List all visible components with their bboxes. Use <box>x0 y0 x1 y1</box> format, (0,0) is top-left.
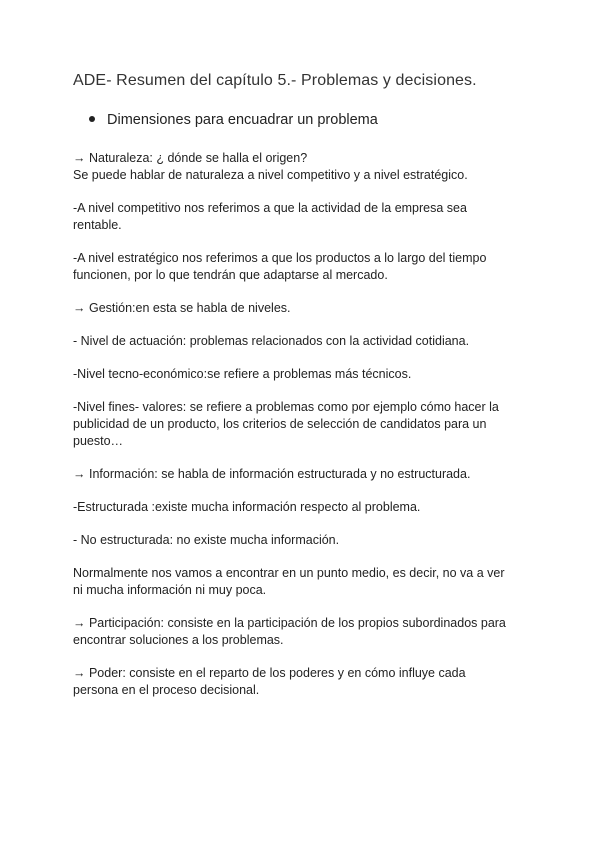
paragraph <box>73 300 533 317</box>
paragraph <box>73 150 533 184</box>
paragraph <box>73 665 533 699</box>
paragraph <box>73 250 533 284</box>
paragraph-line: Normalmente nos vamos a encontrar en un punto medio, es decir, no va a ver <box>73 566 505 580</box>
paragraph <box>73 466 533 483</box>
paragraph-line: funcionen, por lo que tendrán que adaptarse al mercado. <box>73 268 388 282</box>
document-body <box>73 150 533 715</box>
paragraph <box>73 200 533 234</box>
bullet-dot-icon <box>89 116 95 122</box>
paragraph-line: -A nivel estratégico nos referimos a que los productos a lo largo del tiempo <box>73 251 487 265</box>
paragraph <box>73 565 533 599</box>
bullet-item <box>89 112 378 128</box>
paragraph-line: -Nivel fines- valores: se refiere a problemas como por ejemplo cómo hacer la <box>73 400 499 414</box>
paragraph-line: encontrar soluciones a los problemas. <box>73 633 284 647</box>
paragraph-line: publicidad de un producto, los criterios de selección de candidatos para un <box>73 417 487 431</box>
paragraph-line: -A nivel competitivo nos referimos a que la actividad de la empresa sea <box>73 201 467 215</box>
paragraph <box>73 499 533 516</box>
paragraph-line: ni mucha información ni muy poca. <box>73 583 267 597</box>
paragraph-line: -Nivel tecno-económico:se refiere a problemas más técnicos. <box>73 367 412 381</box>
paragraph <box>73 333 533 350</box>
paragraph-line: → Naturaleza: ¿ dónde se halla el origen? <box>73 151 308 165</box>
paragraph <box>73 366 533 383</box>
paragraph-line: puesto… <box>73 434 124 448</box>
paragraph-line: Se puede hablar de naturaleza a nivel competitivo y a nivel estratégico. <box>73 168 468 182</box>
paragraph-line: → Gestión:en esta se habla de niveles. <box>73 301 291 315</box>
paragraph-line: → Información: se habla de información estructurada y no estructurada. <box>73 467 471 481</box>
paragraph <box>73 399 533 450</box>
paragraph-line: -Estructurada :existe mucha información respecto al problema. <box>73 500 421 514</box>
paragraph-line: persona en el proceso decisional. <box>73 683 260 697</box>
paragraph-line: - Nivel de actuación: problemas relacionados con la actividad cotidiana. <box>73 334 470 348</box>
paragraph <box>73 532 533 549</box>
document-title: ADE- Resumen del capítulo 5.- Problemas y decisiones. <box>73 72 477 89</box>
paragraph-line: rentable. <box>73 218 122 232</box>
paragraph-line: → Participación: consiste en la participación de los propios subordinados para <box>73 616 506 630</box>
paragraph-line: - No estructurada: no existe mucha información. <box>73 533 340 547</box>
paragraph-line: → Poder: consiste en el reparto de los poderes y en cómo influye cada <box>73 666 466 680</box>
bullet-text: Dimensiones para encuadrar un problema <box>107 112 378 128</box>
paragraph <box>73 615 533 649</box>
